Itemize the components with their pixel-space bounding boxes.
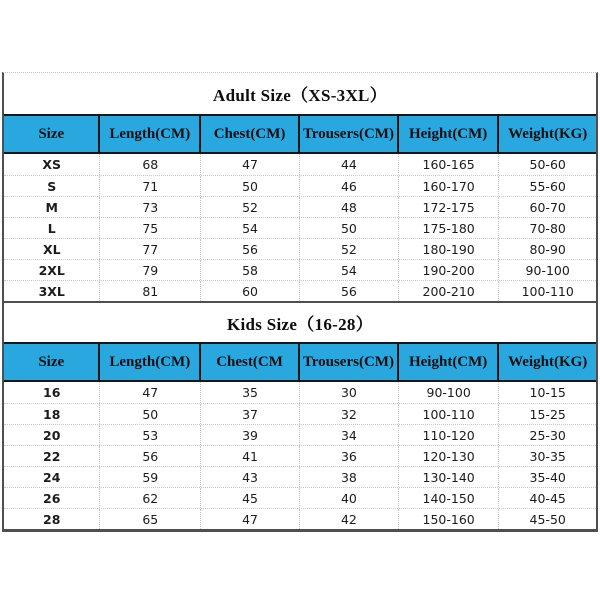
value-cell: 50	[201, 176, 300, 196]
value-cell: 37	[201, 404, 300, 424]
value-cell: 110-120	[399, 425, 500, 445]
size-chart-block	[2, 72, 598, 532]
value-cell: 80-90	[529, 241, 566, 257]
value-cell: 77	[100, 239, 201, 259]
value-cell: 38	[300, 467, 399, 487]
value-cell: 56	[300, 281, 399, 301]
value-cell: 120-130	[399, 446, 500, 466]
size-label-cell: S	[4, 176, 100, 196]
value-cell: 100-110	[521, 283, 574, 299]
table-row	[4, 259, 596, 280]
value-cell: 39	[201, 425, 300, 445]
value-cell: 42	[300, 509, 399, 529]
value-cell: 73	[100, 197, 201, 217]
value-cell: 47	[201, 509, 300, 529]
value-cell: 68	[100, 154, 201, 175]
adult-header-row	[4, 114, 596, 154]
value-cell: 62	[100, 488, 201, 508]
value-cell: 180-190	[399, 239, 500, 259]
size-label-cell: 26	[4, 488, 100, 508]
column-header: Size	[4, 116, 100, 152]
value-cell: 40	[300, 488, 399, 508]
table-row	[4, 445, 596, 466]
size-label-cell: 2XL	[4, 260, 100, 280]
table-row	[4, 466, 596, 487]
size-label-cell: 16	[4, 382, 100, 403]
table-row	[4, 382, 596, 403]
value-cell: 60	[201, 281, 300, 301]
value-cell: 48	[300, 197, 399, 217]
size-label-cell: 20	[4, 425, 100, 445]
column-header: Trousers(CM)	[300, 344, 399, 380]
value-cell: 59	[100, 467, 201, 487]
value-cell: 53	[100, 425, 201, 445]
value-cell: 58	[201, 260, 300, 280]
column-header: Size	[4, 344, 100, 380]
table-row	[4, 487, 596, 508]
column-header: Chest(CM)	[201, 116, 300, 152]
value-cell: 79	[100, 260, 201, 280]
value-cell: 150-160	[399, 509, 500, 529]
value-cell: 10-15	[529, 385, 566, 400]
value-cell: 100-110	[399, 404, 500, 424]
column-header: Height(CM)	[399, 344, 500, 380]
value-cell: 55-60	[529, 178, 566, 194]
kids-header-row	[4, 342, 596, 382]
value-cell: 190-200	[399, 260, 500, 280]
value-cell: 43	[201, 467, 300, 487]
value-cell: 52	[300, 239, 399, 259]
value-cell: 160-170	[399, 176, 500, 196]
value-cell: 30-35	[529, 448, 566, 464]
value-cell: 50-60	[529, 157, 566, 172]
value-cell: 50	[300, 218, 399, 238]
value-cell: 200-210	[399, 281, 500, 301]
value-cell: 54	[201, 218, 300, 238]
value-cell: 34	[300, 425, 399, 445]
table-row	[4, 196, 596, 217]
kids-size-table	[4, 301, 596, 529]
value-cell: 46	[300, 176, 399, 196]
size-label-cell: XS	[4, 154, 100, 175]
table-row	[4, 217, 596, 238]
value-cell: 52	[201, 197, 300, 217]
value-cell: 90-100	[525, 262, 570, 278]
value-cell: 36	[300, 446, 399, 466]
table-row	[4, 238, 596, 259]
size-label-cell: L	[4, 218, 100, 238]
value-cell: 160-165	[399, 154, 500, 175]
column-header: Weight(KG)	[508, 125, 588, 142]
value-cell: 65	[100, 509, 201, 529]
table-row	[4, 154, 596, 175]
kids-table-body	[4, 382, 596, 529]
value-cell: 40-45	[529, 490, 566, 506]
value-cell: 15-25	[529, 406, 566, 422]
value-cell: 172-175	[399, 197, 500, 217]
table-row	[4, 508, 596, 529]
kids-size-title: Kids Size（16-28）	[4, 303, 596, 342]
value-cell: 70-80	[529, 220, 566, 236]
size-label-cell: M	[4, 197, 100, 217]
value-cell: 56	[100, 446, 201, 466]
value-cell: 56	[201, 239, 300, 259]
value-cell: 54	[300, 260, 399, 280]
value-cell: 175-180	[399, 218, 500, 238]
value-cell: 140-150	[399, 488, 500, 508]
column-header: Height(CM)	[399, 116, 500, 152]
value-cell: 44	[300, 154, 399, 175]
value-cell: 45-50	[529, 511, 566, 527]
value-cell: 32	[300, 404, 399, 424]
value-cell: 50	[100, 404, 201, 424]
column-header: Length(CM)	[100, 344, 201, 380]
size-label-cell: 18	[4, 404, 100, 424]
value-cell: 30	[300, 382, 399, 403]
value-cell: 41	[201, 446, 300, 466]
value-cell: 47	[100, 382, 201, 403]
column-header: Weight(KG)	[508, 353, 588, 370]
table-row	[4, 175, 596, 196]
value-cell: 130-140	[399, 467, 500, 487]
value-cell: 35	[201, 382, 300, 403]
adult-size-title: Adult Size（XS-3XL）	[4, 73, 596, 114]
value-cell: 35-40	[529, 469, 566, 485]
value-cell: 90-100	[399, 382, 500, 403]
size-label-cell: 28	[4, 509, 100, 529]
table-row	[4, 403, 596, 424]
column-header: Trousers(CM)	[300, 116, 399, 152]
value-cell: 81	[100, 281, 201, 301]
size-label-cell: XL	[4, 239, 100, 259]
value-cell: 71	[100, 176, 201, 196]
size-label-cell: 3XL	[4, 281, 100, 301]
column-header: Length(CM)	[100, 116, 201, 152]
value-cell: 75	[100, 218, 201, 238]
size-label-cell: 24	[4, 467, 100, 487]
value-cell: 60-70	[529, 199, 566, 215]
table-row	[4, 424, 596, 445]
value-cell: 45	[201, 488, 300, 508]
column-header: Chest(CM	[201, 344, 300, 380]
value-cell: 25-30	[529, 427, 566, 443]
table-row	[4, 280, 596, 301]
adult-table-body	[4, 154, 596, 301]
size-label-cell: 22	[4, 446, 100, 466]
adult-size-table	[4, 73, 596, 301]
value-cell: 47	[201, 154, 300, 175]
